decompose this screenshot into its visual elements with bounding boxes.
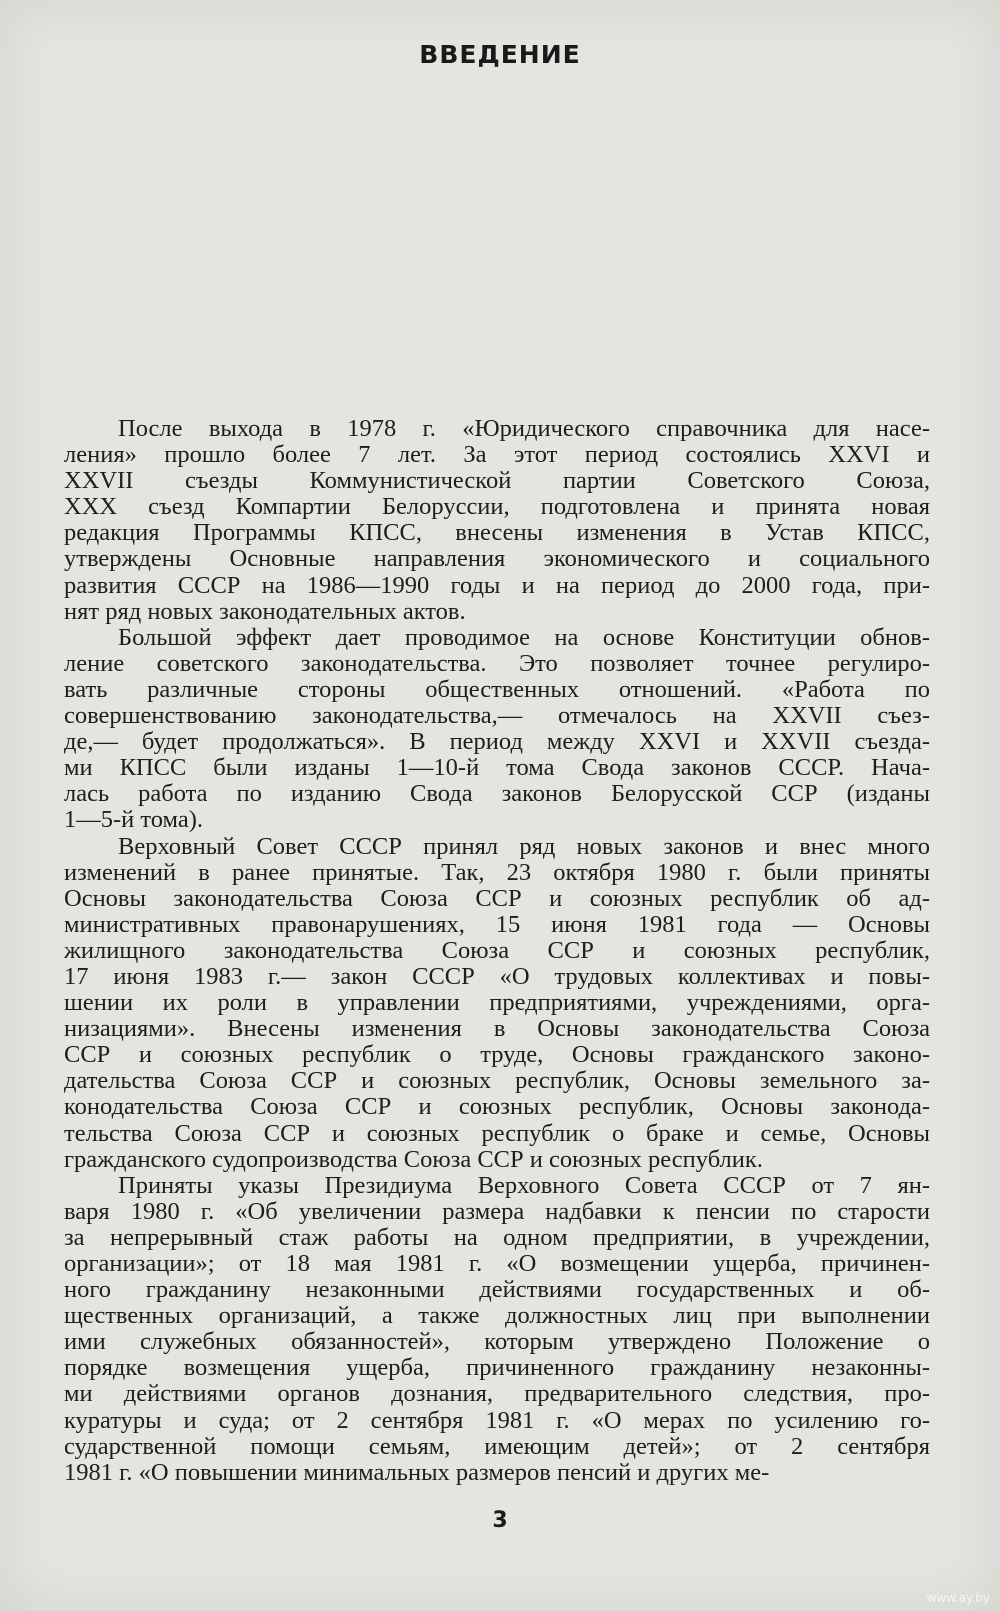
paragraph bbox=[64, 834, 930, 1173]
text-line: Основы законодательства Союза ССР и союзных республик об ад- bbox=[64, 884, 930, 912]
text-line: 1981 г. «О повышении минимальных размеров пенсий и других ме- bbox=[64, 1458, 770, 1486]
body-text bbox=[64, 416, 930, 1486]
paragraph bbox=[64, 1173, 930, 1486]
text-line: Большой эффект дает проводимое на основе Конституции обнов- bbox=[118, 623, 930, 651]
text-line: Приняты указы Президиума Верховного Совета СССР от 7 ян- bbox=[118, 1171, 930, 1199]
text-line: дательства Союза ССР и союзных республик, Основы земельного за- bbox=[64, 1067, 930, 1095]
text-line: ими служебных обязанностей», которым утверждено Положение о bbox=[64, 1328, 930, 1356]
text-line: низациями». Внесены изменения в Основы законодательства Союза bbox=[64, 1015, 930, 1043]
text-line: ми КПСС были изданы 1—10-й тома Свода законов СССР. Нача- bbox=[64, 754, 930, 782]
text-line: ССР и союзных республик о труде, Основы гражданского законо- bbox=[64, 1041, 930, 1069]
text-line: за непрерывный стаж работы на одном предприятии, в учреждении, bbox=[64, 1223, 930, 1251]
text-line: XXX съезд Компартии Белоруссии, подготовлена и принята новая bbox=[64, 493, 930, 521]
text-line: организации»; от 18 мая 1981 г. «О возмещении ущерба, причинен- bbox=[64, 1250, 930, 1277]
text-line: де,— будет продолжаться». В период между XXVI и XXVII съезда- bbox=[64, 728, 930, 756]
text-line: развития СССР на 1986—1990 годы и на период до 2000 года, при- bbox=[64, 571, 930, 599]
text-line: сударственной помощи семьям, имеющим детей»; от 2 сентября bbox=[64, 1432, 930, 1460]
text-line: щественных организаций, а также должностных лиц при выполнении bbox=[64, 1302, 930, 1330]
text-line: тельства Союза ССР и союзных республик о браке и семье, Основы bbox=[64, 1119, 930, 1147]
watermark: www.ay.by bbox=[926, 1591, 990, 1605]
text-line: ление советского законодательства. Это позволяет точнее регулиро- bbox=[64, 649, 930, 677]
page-title: ВВЕДЕНИЕ bbox=[419, 40, 581, 69]
text-line: министративных правонарушениях, 15 июня 1981 года — Основы bbox=[64, 910, 930, 938]
text-line: изменений в ранее принятые. Так, 23 октября 1980 г. были приняты bbox=[64, 858, 930, 886]
text-line: XXVII съезды Коммунистической партии Советского Союза, bbox=[64, 467, 930, 495]
text-line: 1—5-й тома). bbox=[64, 806, 204, 834]
text-line: шении их роли в управлении предприятиями, учреждениями, орга- bbox=[64, 989, 930, 1017]
text-line: Верховный Совет СССР принял ряд новых законов и внес много bbox=[118, 832, 930, 860]
text-line: совершенствованию законодательства,— отмечалось на XXVII съез- bbox=[64, 702, 930, 730]
text-line: ного гражданину незаконными действиями государственных и об- bbox=[64, 1276, 930, 1304]
text-line: нят ряд новых законодательных актов. bbox=[64, 597, 466, 625]
text-line: порядке возмещения ущерба, причиненного гражданину незаконны- bbox=[64, 1354, 930, 1382]
text-line: конодательства Союза ССР и союзных республик, Основы законода- bbox=[64, 1093, 930, 1121]
text-line: редакция Программы КПСС, внесены изменения в Устав КПСС, bbox=[64, 519, 930, 547]
text-line: жилищного законодательства Союза ССР и союзных республик, bbox=[64, 936, 930, 964]
text-line: утверждены Основные направления экономического и социального bbox=[64, 545, 930, 573]
paragraph bbox=[64, 625, 930, 834]
page-number: 3 bbox=[492, 1508, 508, 1533]
text-line: гражданского судопроизводства Союза ССР и союзных республик. bbox=[64, 1145, 763, 1173]
text-line: ления» прошло более 7 лет. За этот период состоялись XXVI и bbox=[64, 441, 930, 469]
text-line: После выхода в 1978 г. «Юридического справочника для насе- bbox=[118, 415, 930, 442]
text-line: ми действиями органов дознания, предварительного следствия, про- bbox=[64, 1380, 930, 1408]
text-line: варя 1980 г. «Об увеличении размера надбавки к пенсии по старости bbox=[64, 1197, 930, 1225]
text-line: 17 июня 1983 г.— закон СССР «О трудовых коллективах и повы- bbox=[64, 962, 930, 990]
text-line: вать различные стороны общественных отношений. «Работа по bbox=[64, 675, 930, 703]
paragraph bbox=[64, 416, 930, 625]
text-line: куратуры и суда; от 2 сентября 1981 г. «О мерах по усилению го- bbox=[64, 1406, 930, 1434]
text-line: лась работа по изданию Свода законов Белорусской ССР (изданы bbox=[64, 780, 930, 808]
